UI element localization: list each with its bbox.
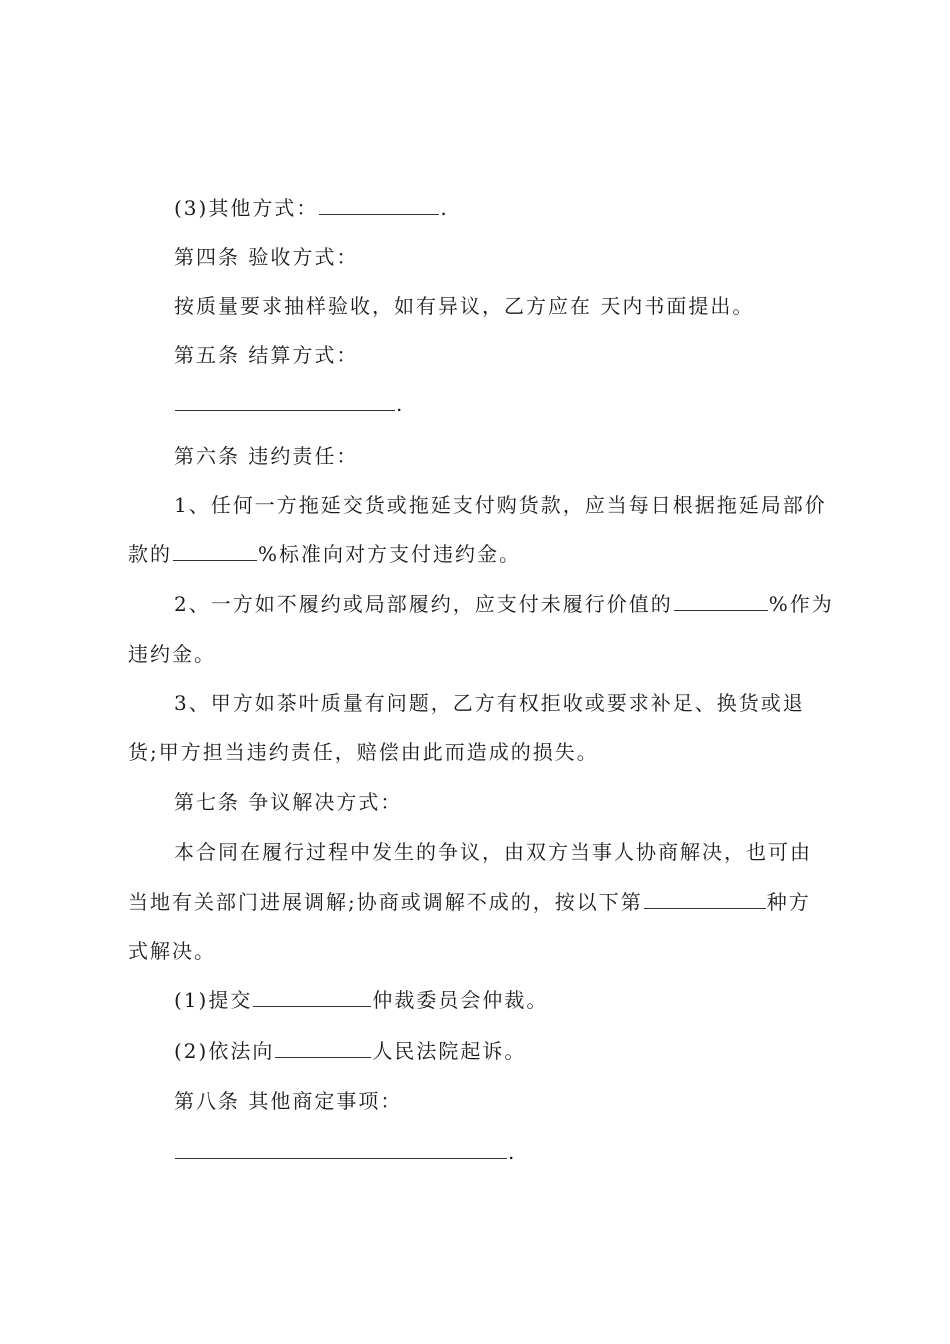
- fill-blank: [175, 392, 395, 411]
- article-7-heading: 第七条 争议解决方式：: [174, 790, 403, 814]
- fill-blank: [253, 988, 371, 1007]
- article-4-heading: 第四条 验收方式：: [174, 245, 359, 269]
- article-7-option-2: (2)依法向 人民法院起诉。: [174, 1039, 527, 1063]
- clause-3-other-method: (3)其他方式： .: [174, 196, 449, 220]
- article-7-text-line-2: 当地有关部门进展调解;协商或调解不成的，按以下第 种方: [128, 890, 811, 914]
- article-7-text-line-1: 本合同在履行过程中发生的争议，由双方当事人协商解决，也可由: [174, 840, 812, 864]
- article-6-item-3-line-1: 3、甲方如茶叶质量有问题，乙方有权拒收或要求补足、换货或退: [174, 691, 805, 715]
- article-7-option-1: (1)提交 仲裁委员会仲裁。: [174, 988, 549, 1012]
- fill-blank: [644, 890, 766, 909]
- article-5-blank-line: .: [174, 392, 874, 416]
- fill-blank: [173, 542, 257, 561]
- article-6-item-3-line-2: 货;甲方担当违约责任，赔偿由此而造成的损失。: [128, 740, 599, 764]
- fill-blank: [319, 196, 439, 215]
- fill-blank: [275, 1039, 371, 1058]
- article-4-text: 按质量要求抽样验收，如有异议，乙方应在 天内书面提出。: [174, 294, 755, 318]
- article-6-item-2-line-2: 违约金。: [128, 642, 216, 666]
- article-8-blank-line: .: [174, 1140, 874, 1164]
- article-6-item-2-line-1: 2、一方如不履约或局部履约，应支付未履行价值的 %作为: [174, 592, 834, 616]
- article-6-item-1-line-1: 1、任何一方拖延交货或拖延支付购货款，应当每日根据拖延局部价: [174, 493, 827, 517]
- fill-blank: [674, 592, 768, 611]
- article-8-heading: 第八条 其他商定事项：: [174, 1089, 403, 1113]
- article-6-heading: 第六条 违约责任：: [174, 444, 359, 468]
- article-6-item-1-line-2: 款的 %标准向对方支付违约金。: [128, 542, 522, 566]
- fill-blank: [175, 1140, 507, 1159]
- article-7-text-line-3: 式解决。: [128, 939, 216, 963]
- article-5-heading: 第五条 结算方式：: [174, 343, 359, 367]
